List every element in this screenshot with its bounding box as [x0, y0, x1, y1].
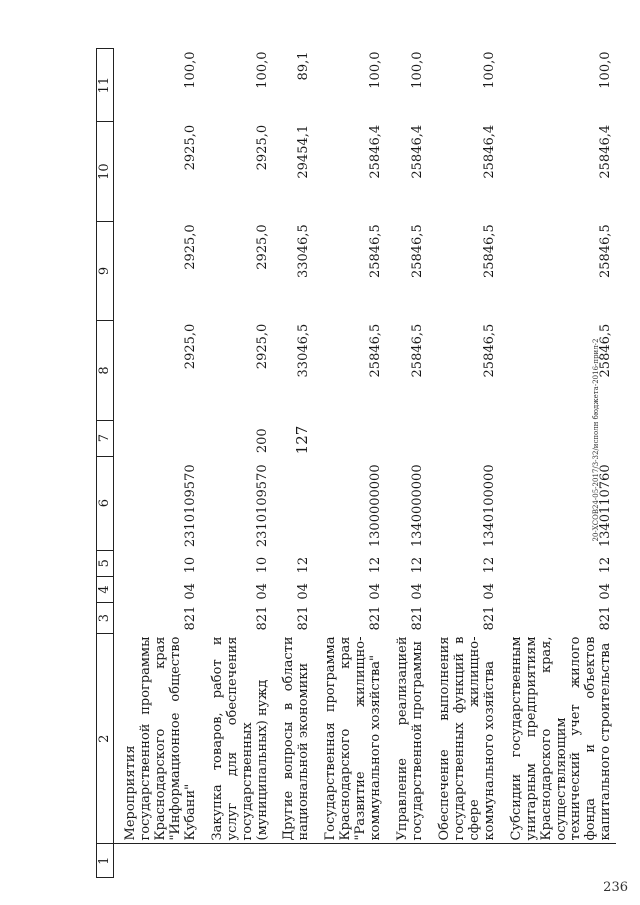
cell-c10: 25846,4: [598, 124, 614, 179]
cell-empty: [114, 844, 201, 878]
header-col-11: 11: [97, 49, 114, 122]
header-col-5: 5: [97, 550, 114, 576]
cell-c6: 1340110760: [598, 464, 614, 548]
cell-empty: [386, 844, 428, 878]
cell-c5: 12: [368, 556, 384, 574]
cell-c11: 89,1: [296, 51, 312, 81]
cell-c7: [272, 420, 314, 456]
cell-c5: 10: [182, 556, 198, 574]
table-row: [428, 49, 500, 878]
cell-empty: [272, 844, 314, 878]
cell-c10: 25846,4: [368, 124, 384, 179]
cell-c7: 200: [254, 428, 270, 454]
cell-c10: 25846,4: [481, 124, 497, 179]
row-name: Государственная программа Краснодарского края "Развитие жилищно-коммунального хозяйства": [314, 634, 386, 844]
table-header-row: [97, 49, 114, 878]
cell-c4: 04: [368, 583, 384, 600]
header-col-7: 7: [97, 420, 114, 456]
footer-code: 20-ХСОВ24-05-2017/3-32/исполн бюджета-2016-прил-2: [592, 338, 600, 542]
cell-c8: 2925,0: [254, 323, 270, 370]
cell-c9: 25846,5: [368, 224, 384, 279]
cell-c6: 2310109570: [182, 464, 198, 548]
cell-c4: 04: [296, 583, 312, 600]
row-name: Обеспечение выполнения государственных функций в сфере жилищно-коммунального хозяйства: [428, 634, 500, 844]
header-col-9: 9: [97, 221, 114, 320]
cell-c3: 821: [182, 605, 198, 631]
cell-c3: 821: [254, 605, 270, 631]
cell-c6: 2310109570: [254, 464, 270, 548]
cell-c6: [272, 456, 314, 550]
cell-c5: 10: [254, 556, 270, 574]
cell-c10: 2925,0: [182, 124, 198, 171]
cell-c4: 04: [410, 583, 425, 600]
cell-c4: 04: [254, 583, 270, 600]
cell-c4: 04: [598, 583, 614, 600]
cell-c7: [428, 420, 500, 456]
table-row: [500, 49, 617, 878]
cell-empty: [500, 844, 617, 878]
cell-c11: 100,0: [182, 51, 198, 89]
cell-c10: 29454,1: [296, 124, 312, 179]
cell-empty: [314, 844, 386, 878]
cell-c6: 1300000000: [368, 464, 384, 548]
cell-c7: [386, 420, 428, 456]
cell-c9: 25846,5: [598, 224, 614, 279]
cell-c9: 2925,0: [254, 224, 270, 270]
table-row: [386, 49, 428, 878]
cell-c9: 25846,5: [481, 224, 497, 279]
cell-c8: 25846,5: [598, 323, 614, 378]
cell-c9: 25846,5: [410, 224, 425, 279]
cell-c8: 25846,5: [368, 323, 384, 378]
cell-c4: 04: [182, 583, 198, 600]
row-name: Закупка товаров, работ и услуг для обеспечения государственных (муниципальных) нужд: [201, 634, 273, 844]
cell-c8: 25846,5: [410, 323, 425, 378]
header-col-2: 2: [97, 634, 114, 844]
cell-c4: 04: [481, 583, 497, 600]
table-row: [314, 49, 386, 878]
cell-c8: 2925,0: [182, 323, 198, 370]
row-name: Мероприятия государственной программы Краснодарского края "Информационное общество Кубани": [114, 634, 201, 844]
cell-c5: 12: [410, 556, 425, 574]
cell-c6: 1340100000: [481, 464, 497, 548]
header-col-6: 6: [97, 456, 114, 550]
table-row: [272, 49, 314, 878]
cell-c3: 821: [296, 605, 312, 631]
cell-c5: 12: [598, 556, 614, 574]
cell-c7: [500, 420, 617, 456]
cell-c10: 25846,4: [410, 124, 425, 179]
table-row: [114, 49, 201, 878]
cell-c3: 821: [410, 605, 425, 631]
row-name: Субсидии государственным унитарным предприятиям Краснодарского края, осуществляющим технический учет жилого фонда и объектов капитального строительства: [500, 634, 617, 844]
cell-c6: 1340000000: [410, 464, 425, 548]
cell-c3: 821: [481, 605, 497, 631]
row-name: Другие вопросы в области национальной экономики: [272, 634, 314, 844]
cell-c9: 33046,5: [296, 224, 312, 279]
header-col-1: 1: [97, 844, 114, 878]
cell-c11: 100,0: [368, 51, 384, 89]
cell-c3: 821: [598, 605, 614, 631]
cell-c11: 100,0: [254, 51, 270, 89]
cell-empty: [201, 844, 273, 878]
cell-c8: 33046,5: [296, 323, 312, 378]
header-col-10: 10: [97, 122, 114, 221]
cell-c11: 100,0: [598, 51, 614, 89]
cell-c11: 100,0: [481, 51, 497, 89]
header-col-8: 8: [97, 321, 114, 420]
cell-c7: [114, 420, 201, 456]
cell-empty: [428, 844, 500, 878]
header-col-3: 3: [97, 603, 114, 634]
page-number-bottom: 236: [603, 880, 628, 895]
page-number-top: 127: [293, 425, 311, 455]
cell-c10: 2925,0: [254, 124, 270, 171]
cell-c3: 821: [368, 605, 384, 631]
header-col-4: 4: [97, 576, 114, 602]
table-row: [201, 49, 273, 878]
cell-c11: 100,0: [410, 51, 425, 89]
cell-c9: 2925,0: [182, 224, 198, 270]
cell-c5: 12: [296, 556, 312, 574]
cell-c7: [314, 420, 386, 456]
budget-table: [96, 48, 616, 878]
cell-c5: 12: [481, 556, 497, 574]
row-name: Управление реализацией государственной программы: [386, 634, 428, 844]
cell-c8: 25846,5: [481, 323, 497, 378]
